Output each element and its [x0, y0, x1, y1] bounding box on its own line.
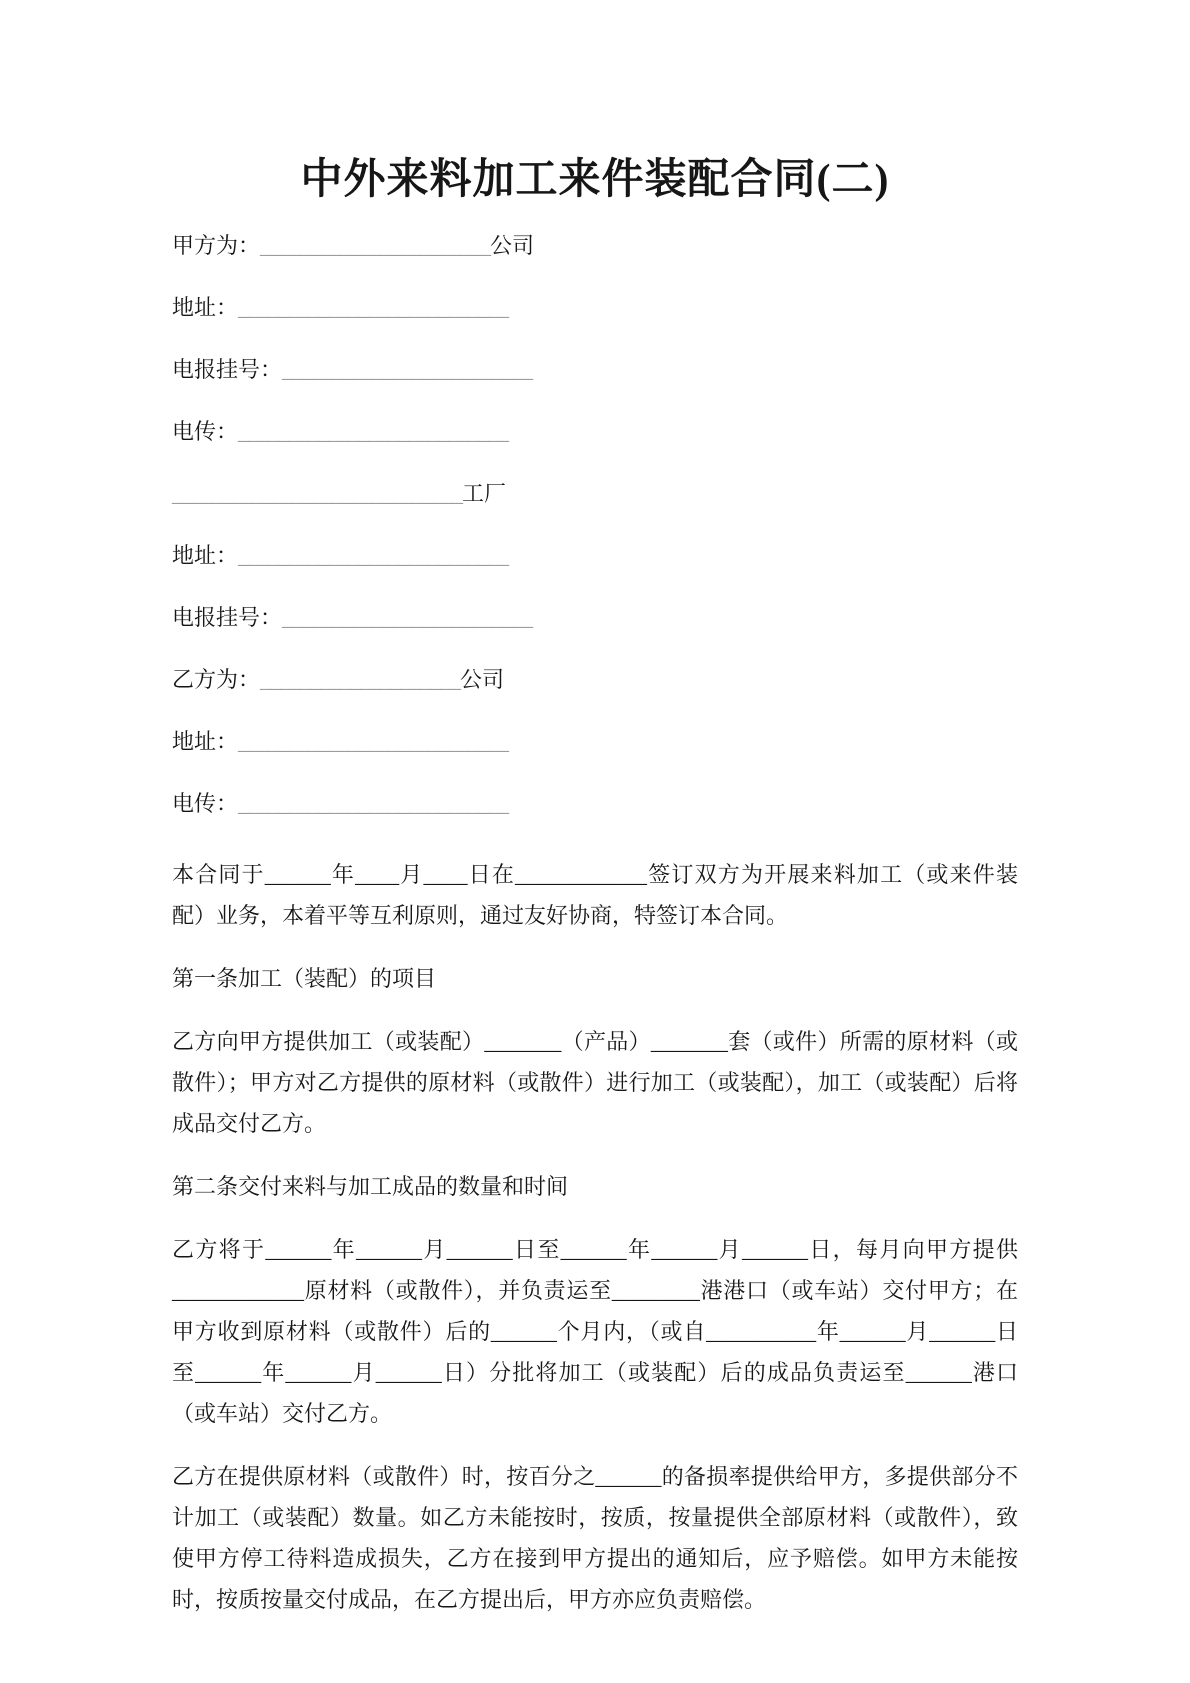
document-title: 中外来料加工来件装配合同(二) — [300, 157, 890, 203]
telex-line-2 — [172, 792, 1018, 816]
telegraph-line-1 — [172, 358, 1018, 382]
party-b-blank: ____________________ — [260, 667, 461, 692]
telex-line-1 — [172, 420, 1018, 444]
telex-blank-1: ___________________________ — [238, 419, 509, 444]
intro-paragraph: 本合同于______年____月____日在____________签订双方为开展来料加工（或来件装配）业务，本着平等互利原则，通过友好协商，特签订本合同。 — [172, 862, 1018, 928]
address-label-3: 地址： — [172, 729, 239, 754]
article-2-heading: 第二条交付来料与加工成品的数量和时间 — [172, 1174, 569, 1199]
article-2-paragraph-1: 乙方将于______年______月______日至______年______月______日，每月向甲方提供____________原材料（或散件），并负责运至________港港口（或车站）交付甲方；在甲方收到原材料（或散件）后的______个月内，（或自__________年______月______日至______年______月______日）分批将加工（或装配）后的成品负责运至______港口（或车站）交付乙方。 — [172, 1237, 1018, 1426]
party-b-line — [172, 668, 1018, 692]
telex-label-1: 电传： — [172, 419, 239, 444]
factory-suffix: 工厂 — [462, 481, 507, 506]
factory-line — [172, 482, 1018, 506]
address-line-3 — [172, 730, 1018, 754]
party-a-suffix: 公司 — [490, 233, 535, 258]
address-label-1: 地址： — [172, 295, 239, 320]
article-2-paragraph-2: 乙方在提供原材料（或散件）时，按百分之______的备损率提供给甲方，多提供部分不计加工（或装配）数量。如乙方未能按时，按质，按量提供全部原材料（或散件），致使甲方停工待料造成损失，乙方在接到甲方提出的通知后，应予赔偿。如甲方未能按时，按质按量交付成品，在乙方提出后，甲方亦应负责赔偿。 — [172, 1464, 1018, 1612]
article-1-paragraph: 乙方向甲方提供加工（或装配）_______（产品）_______套（或件）所需的原材料（或散件）；甲方对乙方提供的原材料（或散件）进行加工（或装配），加工（或装配）后将成品交付乙方。 — [172, 1029, 1018, 1136]
party-a-blank: _______________________ — [260, 233, 491, 258]
address-blank-3: ___________________________ — [238, 729, 509, 754]
party-a-line — [172, 234, 1018, 258]
telegraph-label-1: 电报挂号： — [172, 357, 283, 382]
address-line-1 — [172, 296, 1018, 320]
party-a-label: 甲方为： — [172, 233, 261, 258]
telegraph-blank-2: _________________________ — [282, 605, 533, 630]
address-label-2: 地址： — [172, 543, 239, 568]
factory-blank: _____________________________ — [172, 481, 462, 506]
party-b-suffix: 公司 — [460, 667, 505, 692]
address-blank-2: ___________________________ — [238, 543, 509, 568]
address-line-2 — [172, 544, 1018, 568]
telex-label-2: 电传： — [172, 791, 239, 816]
article-1-heading: 第一条加工（装配）的项目 — [172, 966, 437, 991]
party-b-label: 乙方为： — [172, 667, 261, 692]
address-blank-1: ___________________________ — [238, 295, 509, 320]
telex-blank-2: ___________________________ — [238, 791, 509, 816]
telegraph-line-2 — [172, 606, 1018, 630]
telegraph-label-2: 电报挂号： — [172, 605, 283, 630]
telegraph-blank-1: _________________________ — [282, 357, 533, 382]
